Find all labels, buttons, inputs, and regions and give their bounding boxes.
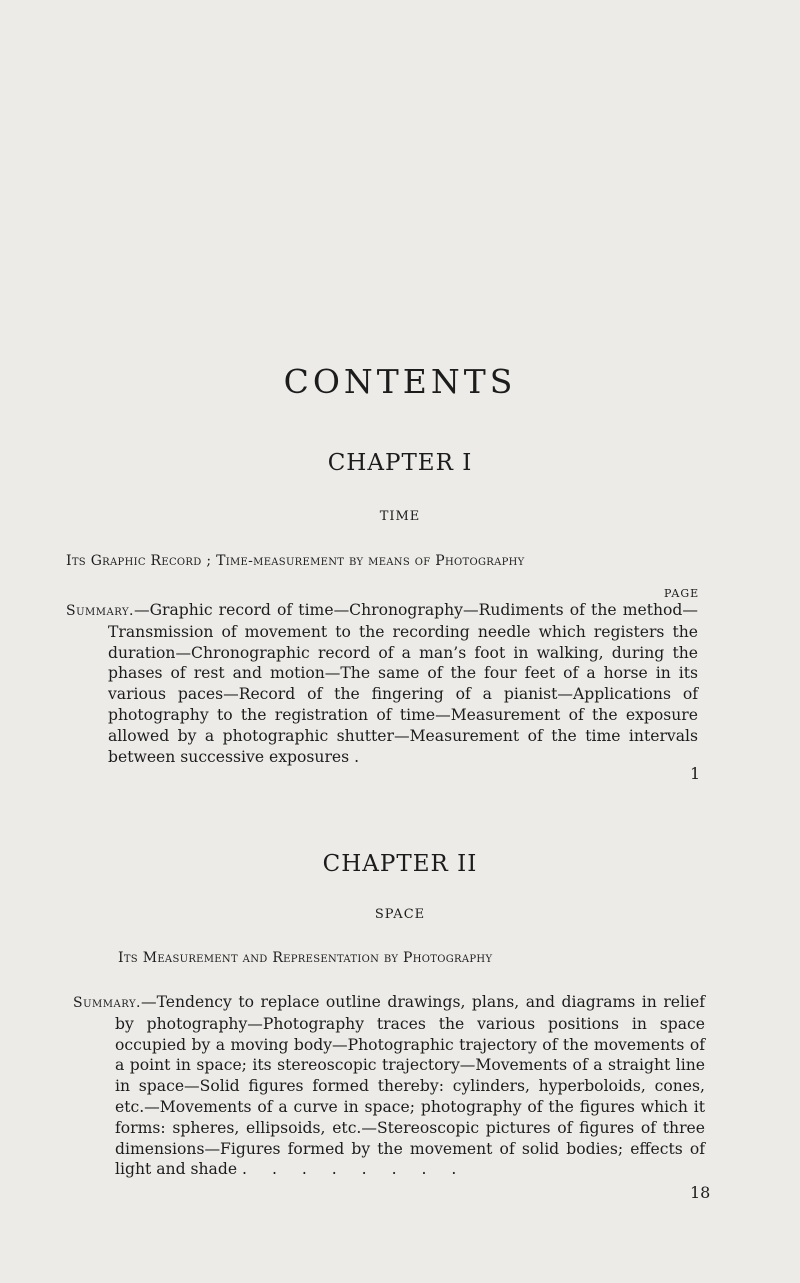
chapter-1-summary-text: —Graphic record of time—Chronography—Rudiments of the method—Transmission of movement to the recording needle which registers the duration—Chronographic record of a man’s foot in walking, during the phases of rest and motion—The same of the four feet of a horse in its various paces—Record of the fingering of a pianist—Applications of photography to the registration of time—Measurement of the exposure allowed by a photographic shutter—Measurement of the time intervals between successive exposures xyxy=(108,601,698,766)
chapter-1-summary-lead: Summary. xyxy=(66,603,134,619)
chapter-1-description: Its Graphic Record ; Time-measurement by means of Photography xyxy=(66,553,525,569)
chapter-2-subject: SPACE xyxy=(374,907,426,922)
chapter-2-summary xyxy=(73,992,705,1180)
chapter-2-summary-lead: Summary. xyxy=(73,995,141,1011)
chapter-2-page-number: 18 xyxy=(690,1183,711,1202)
page-column-label: PAGE xyxy=(664,587,700,600)
chapter-1-summary xyxy=(66,600,698,767)
chapter-1-subject: TIME xyxy=(379,509,421,524)
chapter-2-leader-dots: . . . . . . . . xyxy=(242,1160,467,1179)
chapter-1-leader-dots: . xyxy=(354,747,370,766)
chapter-2-heading: CHAPTER II xyxy=(322,851,478,877)
chapter-1-heading: CHAPTER I xyxy=(327,450,473,476)
contents-title: CONTENTS xyxy=(283,362,517,401)
chapter-2-description: Its Measurement and Representation by Photography xyxy=(118,950,493,966)
chapter-1-page-number: 1 xyxy=(690,764,701,783)
chapter-2-summary-text: —Tendency to replace outline drawings, plans, and diagrams in relief by photography—Photography traces the various positions in space occupied by a moving body—Photographic trajectory of the movements of a point in space; its stereoscopic trajectory—Movements of a straight line in space—Solid figures formed thereby: cylinders, hyperboloids, cones, etc.—Movements of a curve in space; photography of the figures which it forms: spheres, ellipsoids, etc.—Stereoscopic pictures of figures of three dimensions—Figures formed by the movement of solid bodies; effects of light and shade xyxy=(115,993,705,1179)
